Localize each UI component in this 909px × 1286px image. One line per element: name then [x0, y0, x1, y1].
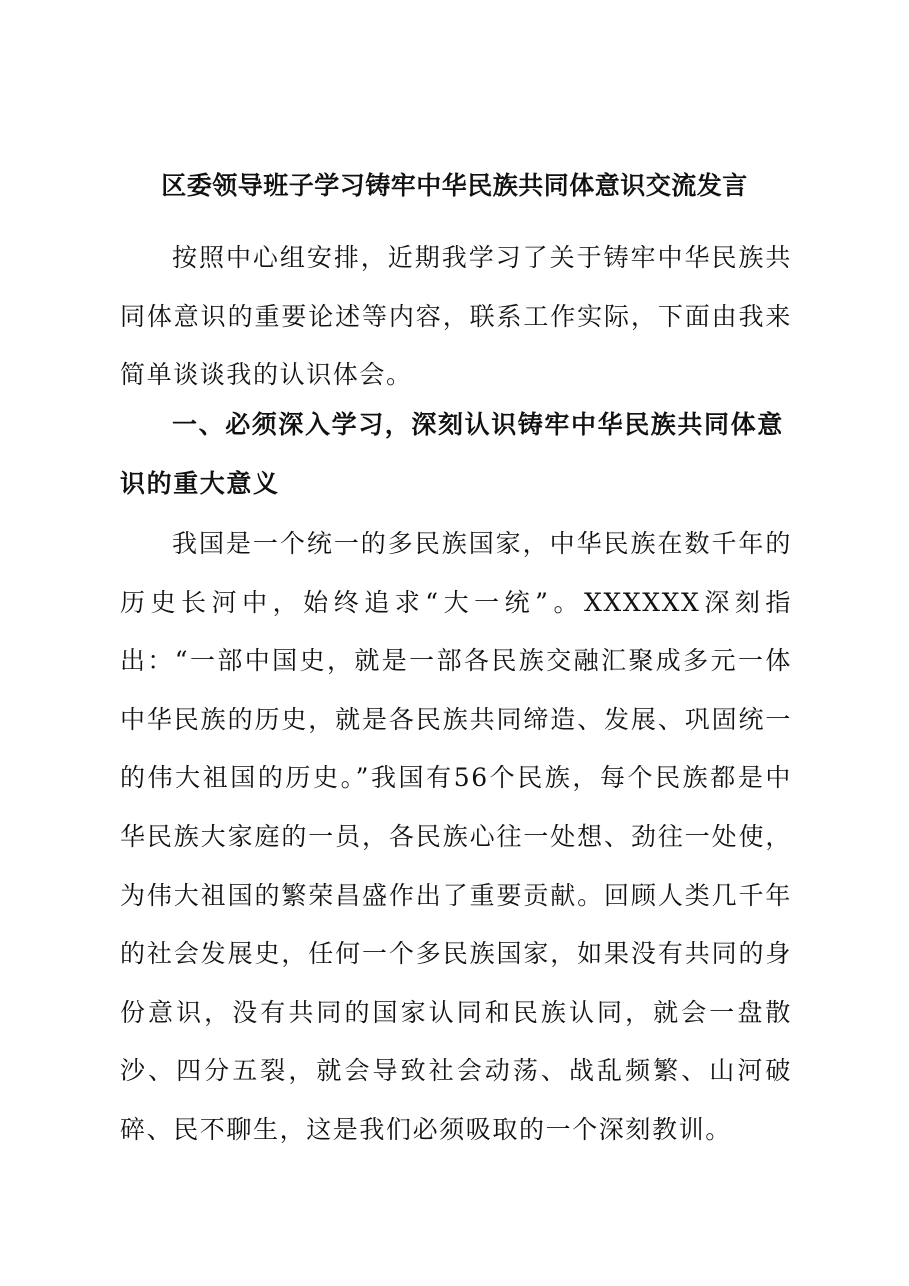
section-paragraph: 我国是一个统一的多民族国家，中华民族在数千年的历史长河中，始终追求“大一统”。XXXXXX深刻指出：“一部中国史，就是一部各民族交融汇聚成多元一体中华民族的历史，就是各民族共同缔造、发展、巩固统一的伟大祖国的历史。”我国有56个民族，每个民族都是中华民族大家庭的一员，各民族心往一处想、劲往一处使，为伟大祖国的繁荣昌盛作出了重要贡献。回顾人类几千年的社会发展史，任何一个多民族国家，如果没有共同的身份意识，没有共同的国家认同和民族认同，就会一盘散沙、四分五裂，就会导致社会动荡、战乱频繁、山河破碎、民不聊生，这是我们必须吸取的一个深刻教训。 [120, 529, 792, 1144]
document-title: 区委领导班子学习铸牢中华民族共同体意识交流发言 [161, 171, 748, 200]
intro-paragraph: 按照中心组安排，近期我学习了关于铸牢中华民族共同体意识的重要论述等内容，联系工作实际，下面由我来简单谈谈我的认识体会。 [120, 243, 792, 390]
section-heading: 一、必须深入学习，深刻认识铸牢中华民族共同体意识的重大意义 [120, 410, 784, 498]
